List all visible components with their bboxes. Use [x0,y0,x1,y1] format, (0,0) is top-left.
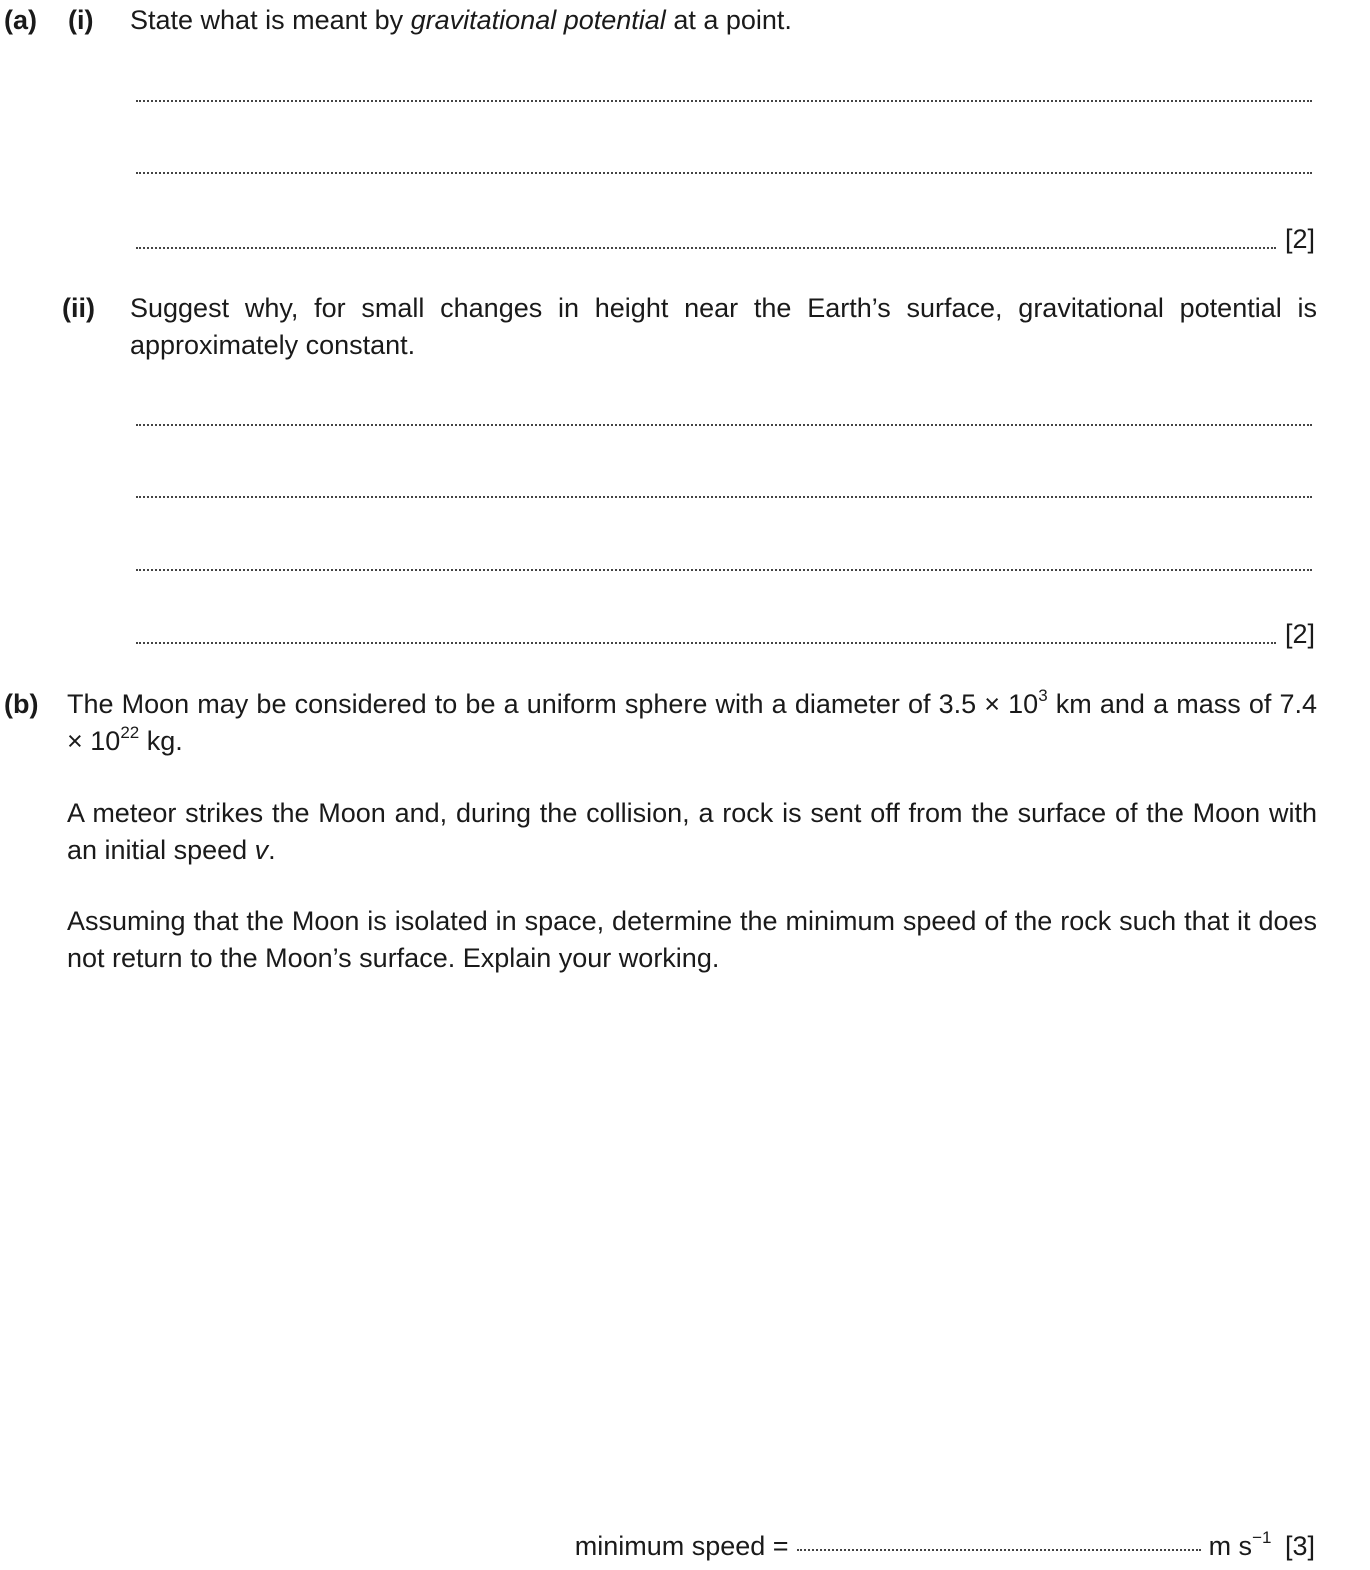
part-b-p1-c: kg. [139,726,183,756]
answer-line-a-i-3[interactable] [136,247,1276,249]
part-a-i-text-after: at a point. [665,5,792,35]
minimum-speed-answer-field[interactable] [797,1549,1201,1551]
marks-a-ii: [2] [1284,619,1315,649]
part-b-p2-var: v [254,835,269,865]
part-b-p1-sup1: 3 [1038,686,1048,705]
part-b-paragraph-1 [67,686,1317,760]
part-a-i-text-italic: gravitational potential [410,5,666,35]
marks-a-i: [2] [1284,224,1315,254]
minimum-speed-unit: m s [1208,1531,1253,1561]
part-b-paragraph-2 [67,795,1317,869]
answer-line-a-ii-4[interactable] [136,642,1276,644]
part-b-p1-a: The Moon may be considered to be a uniform sphere with a diameter of 3.5 × 10 [67,689,1039,719]
part-b-p1-sup2: 22 [120,723,140,742]
minimum-speed-answer-row [575,1528,1315,1565]
part-a-i-text-before: State what is meant by [130,5,411,35]
part-a-i-question [130,2,1317,39]
answer-line-a-ii-2[interactable] [136,496,1312,498]
part-b-p2-a: A meteor strikes the Moon and, during the collision, a rock is sent off from the surface of the Moon with an initial speed [67,798,1317,865]
part-a-i-label: (i) [68,5,94,35]
marks-b: [3] [1284,1531,1315,1561]
part-b-p1-b: km and a mass of 7.4 × 10 [67,689,1318,756]
minimum-speed-label: minimum speed = [574,1531,789,1561]
answer-line-a-ii-1[interactable] [136,424,1312,426]
part-a-label: (a) [4,5,37,35]
minimum-speed-unit-sup: −1 [1252,1528,1272,1547]
answer-line-a-i-2[interactable] [136,172,1312,174]
part-b-p2-b: . [268,835,276,865]
part-a-ii-label: (ii) [62,293,95,323]
answer-line-a-ii-3[interactable] [136,569,1312,571]
part-b-label: (b) [4,689,39,719]
answer-line-a-i-1[interactable] [136,100,1312,102]
part-b-paragraph-3: Assuming that the Moon is isolated in space, determine the minimum speed of the rock such that it does not return to the Moon’s surface. Explain your working. [67,906,1317,973]
part-a-ii-question: Suggest why, for small changes in height near the Earth’s surface, gravitational potential is approximately constant. [130,293,1317,360]
